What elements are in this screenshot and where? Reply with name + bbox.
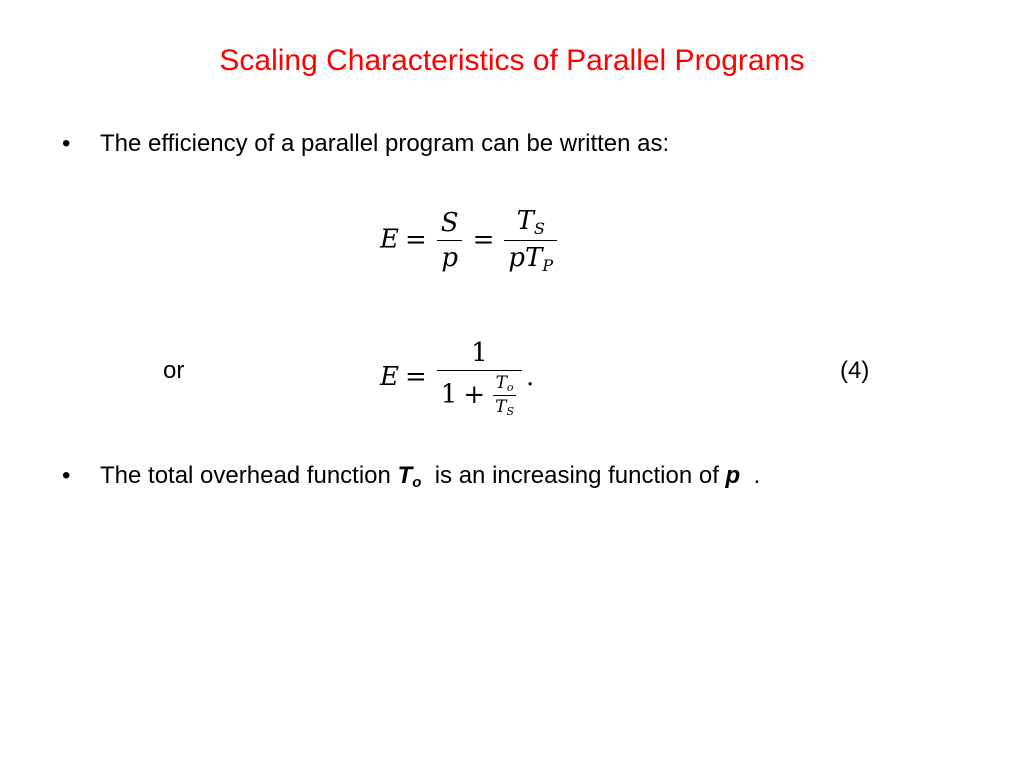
- equation-number: (4): [840, 357, 870, 384]
- efficiency-equation: [380, 206, 561, 275]
- overhead-var: T: [397, 462, 413, 489]
- eq2-plus: +: [463, 379, 486, 410]
- eq2-inner-denominator: [493, 395, 516, 418]
- eq1-equals-1: =: [404, 224, 427, 255]
- eq2-numerator: 1: [471, 338, 488, 368]
- bullet2-middle: is an increasing function of: [421, 462, 726, 489]
- eq2-trailing-period: .: [526, 362, 535, 392]
- bullet2-prefix: The total overhead function: [100, 462, 398, 489]
- processor-variable: p: [725, 462, 741, 489]
- eq1-equals-2: =: [472, 224, 495, 255]
- eq2-inner-num-sub: o: [506, 381, 514, 394]
- eq1-f2-num-var: T: [516, 206, 534, 236]
- eq1-f2-den-sub: P: [542, 256, 554, 275]
- eq2-inner-fraction: [493, 373, 516, 418]
- eq1-fraction-ts-over-ptp: [504, 206, 557, 275]
- eq2-den-one: 1: [440, 379, 458, 410]
- eq2-inner-den-var: T: [495, 397, 507, 417]
- overhead-variable: [398, 462, 422, 489]
- eq1-f2-den-coef: p: [508, 243, 526, 273]
- eq1-f1-denominator: p: [437, 240, 462, 273]
- eq2-main-fraction: [437, 338, 522, 418]
- eq2-inner-num-var: T: [495, 373, 507, 393]
- overhead-var-sub: o: [412, 474, 422, 491]
- eq2-denominator: [437, 370, 522, 418]
- eq1-f2-numerator: [513, 206, 549, 240]
- eq1-f2-den-var: T: [525, 243, 543, 273]
- bullet-efficiency: [62, 130, 669, 158]
- bullet-overhead: [62, 462, 760, 491]
- eq2-inner-den-sub: S: [506, 405, 515, 418]
- bullet-dot: •: [62, 462, 71, 489]
- eq1-lhs: E: [380, 224, 399, 255]
- eq1-f2-denominator: [504, 240, 557, 275]
- eq1-f2-num-sub: S: [533, 219, 545, 238]
- bullet-dot: •: [62, 130, 71, 157]
- eq2-equals: =: [404, 362, 427, 392]
- eq2-lhs: E: [380, 362, 399, 392]
- or-label: or: [163, 357, 185, 384]
- efficiency-equation-alt: [380, 338, 534, 418]
- eq1-f1-numerator: S: [440, 208, 459, 238]
- bullet2-suffix: .: [740, 462, 761, 489]
- bullet-text: The efficiency of a parallel program can be written as:: [100, 130, 670, 157]
- eq2-inner-numerator: [494, 373, 516, 395]
- eq1-fraction-s-over-p: [437, 208, 463, 273]
- slide-title: Scaling Characteristics of Parallel Programs: [219, 44, 805, 77]
